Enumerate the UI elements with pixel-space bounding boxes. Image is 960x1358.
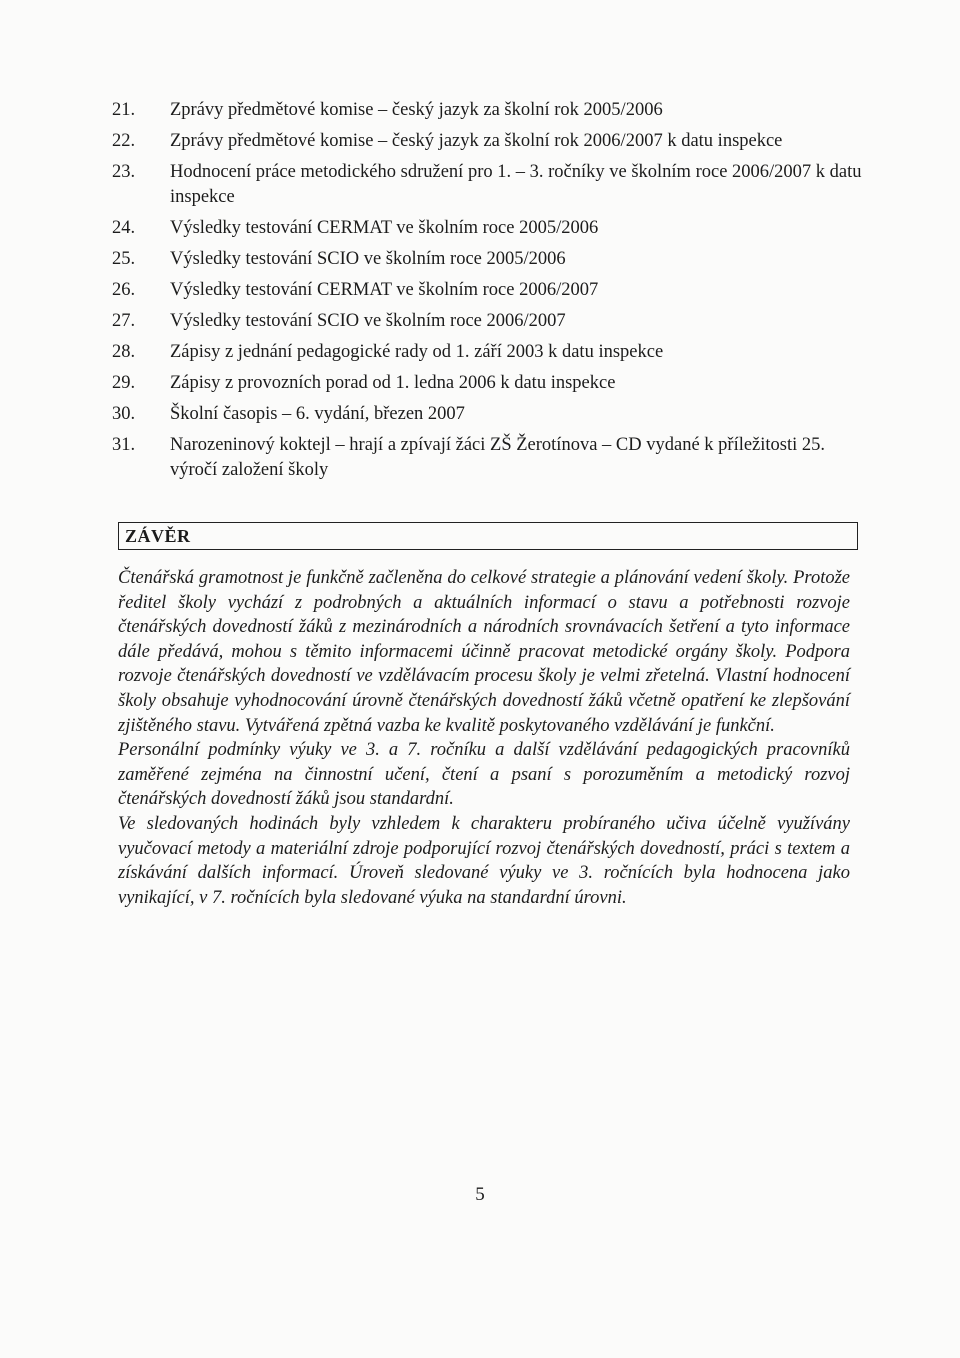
item-text: Výsledky testování CERMAT ve školním roce 2005/2006 bbox=[170, 218, 599, 238]
item-text: Zápisy z provozních porad od 1. ledna 2006 k datu inspekce bbox=[170, 373, 616, 393]
item-number: 21. bbox=[112, 100, 136, 120]
list-item bbox=[112, 371, 872, 396]
conclusion-paragraph: Čtenářská gramotnost je funkčně začleněna do celkové strategie a plánování vedení školy. Protože ředitel školy vychází z podrobných a aktuálních informací o stavu a potřebnosti rozvoje čtenářských dovedností žáků z mezinárodních a národních srovnávacích šetření a tyto informace dále předává, mohou s těmito informacemi účinně pracovat metodické orgány školy. Podpora rozvoje čtenářských dovedností ve vzdělávacím procesu školy je velmi zřetelná. Vlastní hodnocení školy obsahuje vyhodnocování úrovně čtenářských dovedností žáků včetně opatření ke zlepšování zjištěného stavu. Vytvářená zpětná vazba ke kvalitě poskytovaného vzdělávání je funkční. bbox=[118, 568, 850, 736]
list-item bbox=[112, 340, 872, 365]
item-number: 22. bbox=[112, 131, 136, 151]
conclusion-paragraph: Ve sledovaných hodinách byly vzhledem k charakteru probíraného učiva účelně využívány vyučovací metody a materiální zdroje podporující rozvoj čtenářských dovedností, práci s textem a získávání dalších informací. Úroveň sledované výuky ve 3. ročnících byla hodnocena jako vynikající, v 7. ročnících byla sledované výuka na standardní úrovni. bbox=[118, 813, 850, 908]
item-text: Výsledky testování SCIO ve školním roce 2006/2007 bbox=[170, 311, 566, 331]
page-number: 5 bbox=[475, 1184, 485, 1205]
item-number: 24. bbox=[112, 218, 136, 238]
item-number: 29. bbox=[112, 373, 136, 393]
list-item bbox=[112, 402, 872, 427]
list-item bbox=[112, 216, 872, 241]
item-text: Hodnocení práce metodického sdružení pro 1. – 3. ročníky ve školním roce 2006/2007 k datu inspekce bbox=[170, 162, 862, 207]
list-item bbox=[112, 278, 872, 303]
item-text: Zprávy předmětové komise – český jazyk za školní rok 2006/2007 k datu inspekce bbox=[170, 131, 783, 151]
list-item bbox=[112, 98, 872, 123]
item-number: 30. bbox=[112, 404, 136, 424]
list-item bbox=[112, 309, 872, 334]
conclusion-text bbox=[118, 566, 850, 910]
section-header-box bbox=[118, 522, 858, 550]
item-text: Školní časopis – 6. vydání, březen 2007 bbox=[170, 404, 465, 424]
attachments-list bbox=[112, 98, 872, 489]
item-number: 31. bbox=[112, 435, 136, 455]
list-item bbox=[112, 129, 872, 154]
item-number: 27. bbox=[112, 311, 136, 331]
item-number: 26. bbox=[112, 280, 136, 300]
item-text: Výsledky testování CERMAT ve školním roce 2006/2007 bbox=[170, 280, 599, 300]
item-number: 28. bbox=[112, 342, 136, 362]
list-item bbox=[112, 247, 872, 272]
item-number: 25. bbox=[112, 249, 136, 269]
list-item bbox=[112, 160, 872, 210]
conclusion-paragraph: Personální podmínky výuky ve 3. a 7. ročníku a další vzdělávání pedagogických pracovníků zaměřené zejména na činnostní učení, čtení a psaní s porozuměním a metodický rozvoj čtenářských dovedností žáků jsou standardní. bbox=[118, 740, 850, 810]
item-number: 23. bbox=[112, 162, 136, 182]
item-text: Narozeninový koktejl – hrají a zpívají žáci ZŠ Žerotínova – CD vydané k příležitosti 25. výročí založení školy bbox=[170, 435, 826, 480]
section-title: ZÁVĚR bbox=[125, 526, 191, 546]
item-text: Výsledky testování SCIO ve školním roce 2005/2006 bbox=[170, 249, 566, 269]
item-text: Zápisy z jednání pedagogické rady od 1. září 2003 k datu inspekce bbox=[170, 342, 664, 362]
list-item bbox=[112, 433, 872, 483]
item-text: Zprávy předmětové komise – český jazyk za školní rok 2005/2006 bbox=[170, 100, 663, 120]
